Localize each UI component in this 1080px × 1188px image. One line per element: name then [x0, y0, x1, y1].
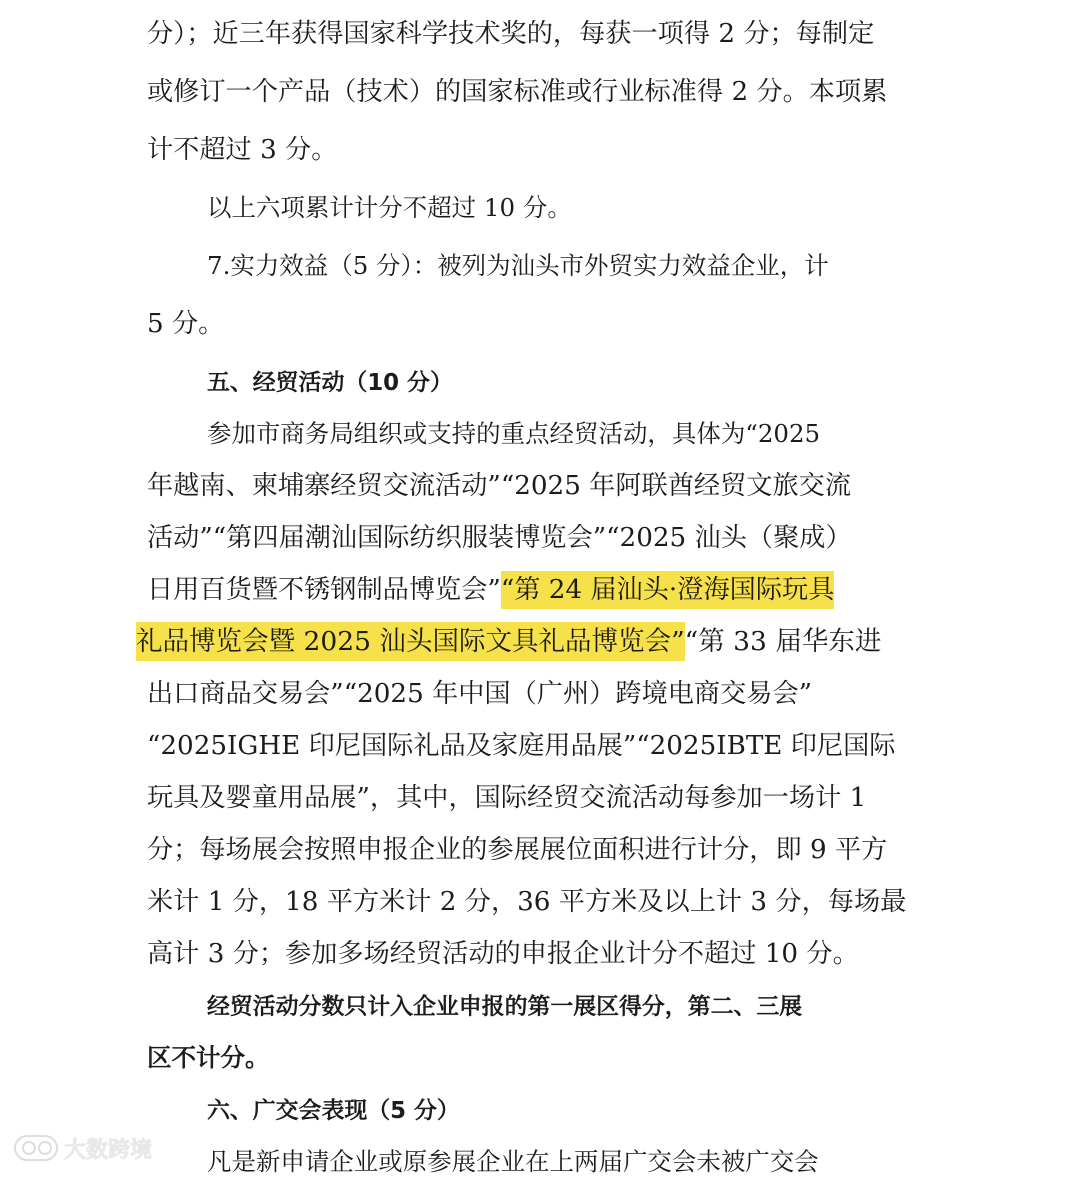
text-line: [0, 406, 1080, 458]
text-segment: 凡是新申请企业或原参展企业在上两届广交会未被广交会: [207, 1147, 819, 1176]
bold-text: 区不计分。: [147, 1043, 270, 1072]
text-segment: “第 33 届华东进: [684, 626, 882, 657]
text-line: [0, 1134, 1080, 1186]
text-line: [0, 718, 1080, 770]
text-line: [0, 6, 1080, 58]
text-segment: 参加市商务局组织或支持的重点经贸活动，具体为“2025: [207, 419, 821, 448]
text-segment: 计不超过 3 分。: [147, 135, 338, 165]
text-segment: 7.实力效益（5 分）：被列为汕头市外贸实力效益企业，计: [207, 251, 829, 280]
text-segment: “2025IGHE 印尼国际礼品及家庭用品展”“2025IBTE 印尼国际: [147, 731, 896, 761]
text-line: [0, 238, 1080, 290]
text-line: [0, 64, 1080, 116]
text-line: [0, 510, 1080, 562]
text-segment: 米计 1 分，18 平方米计 2 分，36 平方米及以上计 3 分，每场最: [147, 887, 907, 917]
text-line: [0, 614, 1080, 666]
text-line: [0, 562, 1080, 614]
text-segment: 活动”“第四届潮汕国际纺织服装博览会”“2025 汕头（聚成）: [147, 523, 852, 553]
text-line: [0, 122, 1080, 174]
watermark-logo-icon: [14, 1135, 58, 1161]
text-segment: 玩具及婴童用品展”，其中，国际经贸交流活动每参加一场计 1: [147, 783, 867, 813]
bold-text: 经贸活动分数只计入企业申报的第一展区得分，第二、三展: [207, 994, 803, 1020]
text-segment: 高计 3 分；参加多场经贸活动的申报企业计分不超过 10 分。: [147, 939, 859, 969]
section-heading-text: 五、经贸活动（10 分）: [207, 370, 453, 396]
text-line: [0, 822, 1080, 874]
text-segment: 5 分。: [147, 309, 225, 339]
text-segment: 以上六项累计计分不超过 10 分。: [207, 193, 572, 222]
text-line: [0, 874, 1080, 926]
watermark: [14, 1130, 152, 1166]
text-segment: 分）；近三年获得国家科学技术奖的，每获一项得 2 分；每制定: [147, 19, 875, 49]
text-line: [0, 666, 1080, 718]
text-line: [0, 458, 1080, 510]
text-segment: 日用百货暨不锈钢制品博览会”: [147, 575, 501, 605]
text-line: [0, 770, 1080, 822]
highlighted-text: “第 24 届汕头·澄海国际玩具: [501, 571, 835, 609]
text-line: [0, 1030, 1080, 1082]
text-segment: 分；每场展会按照申报企业的参展展位面积进行计分，即 9 平方: [147, 835, 888, 865]
watermark-text: 大数跨境: [64, 1137, 153, 1163]
text-segment: 或修订一个产品（技术）的国家标准或行业标准得 2 分。本项累: [147, 77, 888, 107]
text-segment: 出口商品交易会”“2025 年中国（广州）跨境电商交易会”: [147, 679, 813, 709]
highlighted-text: 礼品博览会暨 2025 汕头国际文具礼品博览会”: [136, 622, 685, 661]
text-line: [0, 926, 1080, 978]
section-heading: [0, 354, 1080, 406]
text-line: [0, 180, 1080, 232]
section-heading: [0, 1082, 1080, 1134]
text-line: [0, 978, 1080, 1030]
text-segment: 年越南、柬埔寨经贸交流活动”“2025 年阿联酋经贸文旅交流: [147, 471, 852, 501]
section-heading-text: 六、广交会表现（5 分）: [207, 1098, 460, 1124]
text-line: [0, 296, 1080, 348]
